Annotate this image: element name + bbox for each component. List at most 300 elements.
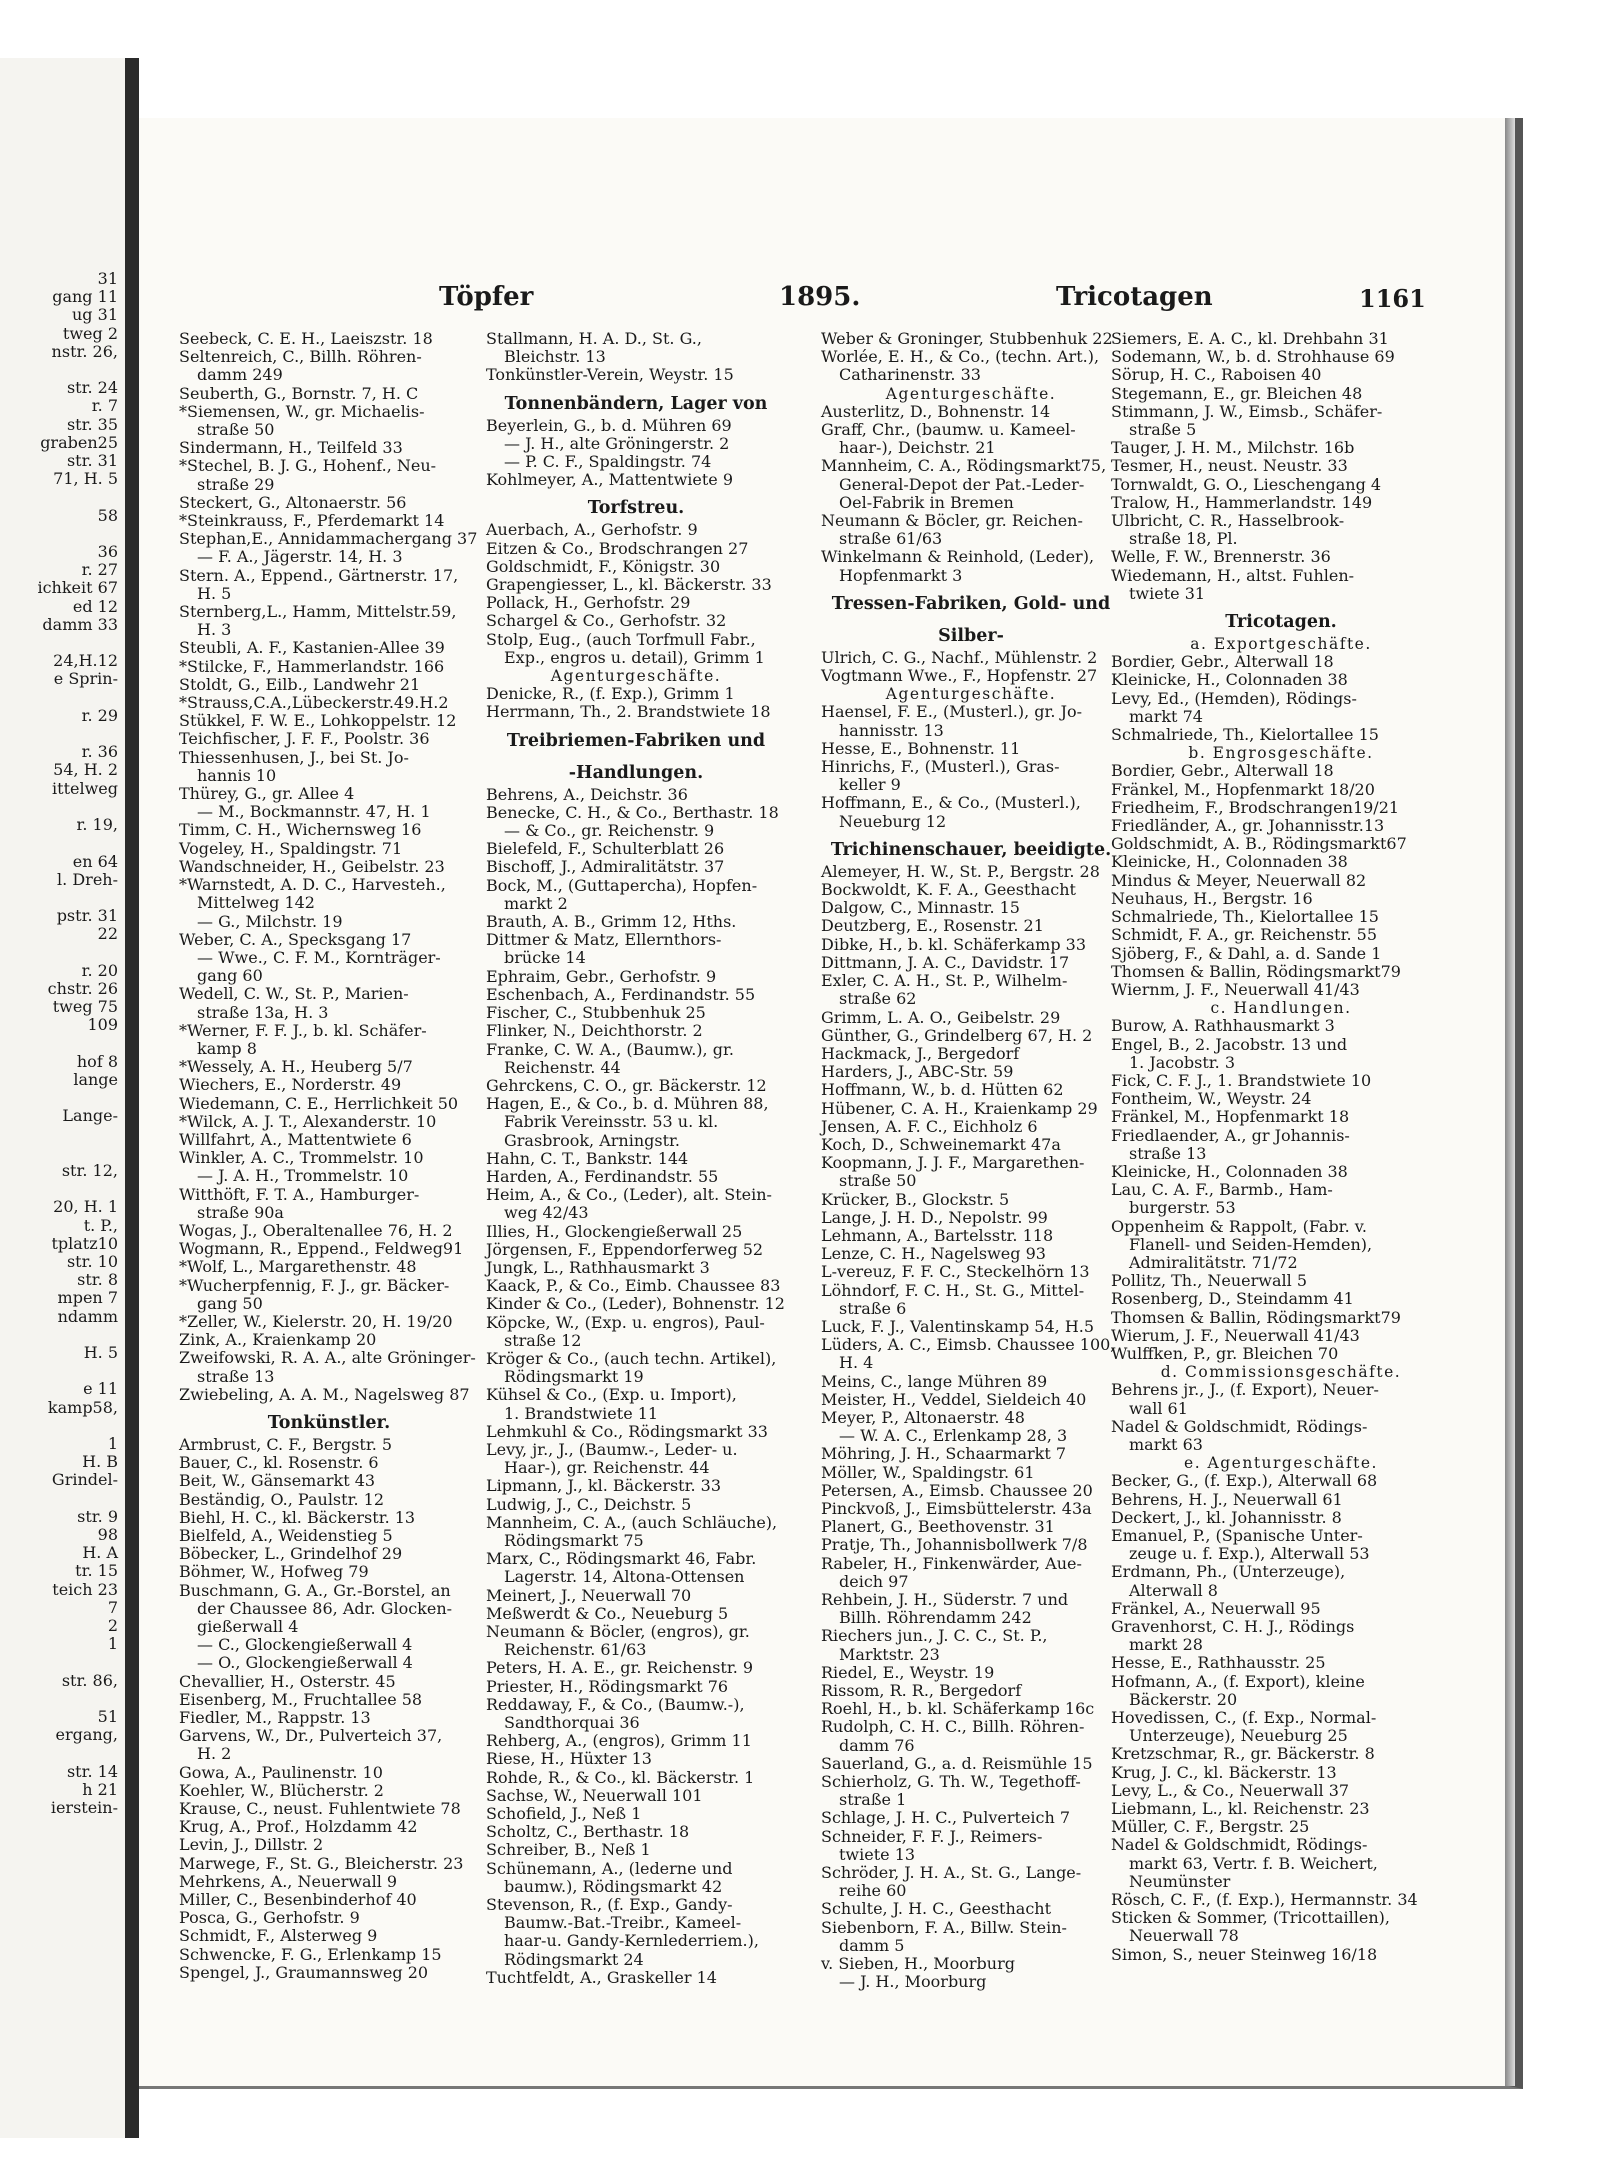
directory-entry: Rosenberg, D., Steindamm 41 bbox=[1111, 1289, 1354, 1309]
fragment-line: gang 11 bbox=[52, 287, 118, 307]
directory-entry: Zweifowski, R. A. A., alte Gröninger- bbox=[179, 1348, 476, 1368]
directory-entry: Tauger, J. H. M., Milchstr. 16b bbox=[1111, 438, 1355, 458]
directory-entry: Sticken & Sommer, (Tricottaillen), bbox=[1111, 1908, 1390, 1928]
directory-entry: Hackmack, J., Bergedorf bbox=[821, 1043, 1020, 1063]
directory-entry: Lenze, C. H., Nagelsweg 93 bbox=[821, 1244, 1046, 1264]
fragment-line: 22 bbox=[97, 924, 118, 944]
fragment-line: r. 36 bbox=[81, 742, 118, 762]
directory-entry: Harden, A., Ferdinandstr. 55 bbox=[486, 1166, 719, 1186]
directory-entry: Pollitz, Th., Neuerwall 5 bbox=[1111, 1271, 1307, 1291]
directory-entry: Schreiber, B., Neß 1 bbox=[486, 1840, 651, 1860]
directory-entry: Eisenberg, M., Fruchtallee 58 bbox=[179, 1689, 423, 1709]
directory-entry: Bischoff, J., Admiralitätstr. 37 bbox=[486, 857, 725, 877]
entry-continuation: Hopfenmarkt 3 bbox=[839, 565, 963, 585]
directory-entry: Franke, C. W. A., (Baumw.), gr. bbox=[486, 1039, 734, 1059]
entry-continuation: straße 13 bbox=[1129, 1143, 1207, 1163]
entry-continuation: markt 63 bbox=[1129, 1434, 1203, 1454]
fragment-line: graben25 bbox=[40, 432, 118, 452]
entry-continuation: — F. A., Jägerstr. 14, H. 3 bbox=[197, 547, 403, 567]
entry-continuation: straße 18, Pl. bbox=[1129, 529, 1238, 549]
entry-continuation: hannis 10 bbox=[197, 765, 277, 785]
entry-continuation: H. 4 bbox=[839, 1353, 874, 1373]
entry-continuation: gießerwall 4 bbox=[197, 1617, 299, 1637]
directory-entry: L-vereuz, F. F. C., Steckelhörn 13 bbox=[821, 1262, 1090, 1282]
entry-continuation: gang 60 bbox=[197, 966, 263, 986]
fragment-line: kamp58, bbox=[47, 1397, 118, 1417]
directory-entry: Krücker, B., Glockstr. 5 bbox=[821, 1189, 1010, 1209]
entry-continuation: wall 61 bbox=[1129, 1398, 1188, 1418]
fragment-line: ergang, bbox=[55, 1725, 118, 1745]
entry-continuation: Catharinenstr. 33 bbox=[839, 365, 981, 385]
entry-continuation: hannisstr. 13 bbox=[839, 720, 944, 740]
directory-entry: Winkelmann & Reinhold, (Leder), bbox=[821, 547, 1095, 567]
fragment-line: 31 bbox=[97, 270, 118, 288]
directory-entry: Meins, C., lange Mühren 89 bbox=[821, 1371, 1048, 1391]
fragment-line: str. 14 bbox=[66, 1761, 118, 1781]
fragment-line: lange bbox=[73, 1069, 118, 1089]
fragment-line: ittelweg bbox=[52, 778, 118, 798]
directory-entry: Wulffken, P., gr. Bleichen 70 bbox=[1111, 1343, 1339, 1363]
fragment-line bbox=[0, 725, 118, 743]
fragment-line: 54, H. 2 bbox=[53, 760, 118, 780]
directory-entry: Hofmann, A., (f. Export), kleine bbox=[1111, 1671, 1365, 1691]
directory-entry: Witthöft, F. T. A., Hamburger- bbox=[179, 1184, 420, 1204]
fragment-line: 109 bbox=[87, 1015, 118, 1035]
entry-continuation: straße 1 bbox=[839, 1790, 907, 1810]
fragment-line: e 11 bbox=[83, 1379, 118, 1399]
directory-entry: Böbecker, L., Grindelhof 29 bbox=[179, 1544, 403, 1564]
running-head bbox=[139, 282, 1509, 322]
fragment-line: hof 8 bbox=[76, 1051, 118, 1071]
directory-entry: Zink, A., Kraienkamp 20 bbox=[179, 1330, 377, 1350]
directory-entry: Hübener, C. A. H., Kraienkamp 29 bbox=[821, 1098, 1098, 1118]
fragment-line bbox=[0, 834, 118, 852]
directory-entry: Kleinicke, H., Colonnaden 38 bbox=[1111, 670, 1348, 690]
entry-continuation: twiete 31 bbox=[1129, 583, 1206, 603]
directory-entry: *Stilcke, F., Hammerlandstr. 166 bbox=[179, 656, 445, 676]
directory-entry: Exler, C. A. H., St. P., Wilhelm- bbox=[821, 971, 1068, 991]
directory-entry: Austerlitz, D., Bohnenstr. 14 bbox=[821, 401, 1051, 421]
directory-entry: Behrens, H. J., Neuerwall 61 bbox=[1111, 1489, 1343, 1509]
fragment-line bbox=[0, 1035, 118, 1053]
entry-continuation: markt 74 bbox=[1129, 706, 1203, 726]
section-heading: Tricotagen. bbox=[1225, 612, 1337, 633]
subsection-label: a. Exportgeschäfte. bbox=[1190, 635, 1372, 654]
fragment-line: tweg 2 bbox=[62, 323, 118, 343]
directory-entry: Levy, jr., J., (Baumw.-, Leder- u. bbox=[486, 1439, 738, 1459]
entry-continuation: weg 42/43 bbox=[504, 1203, 589, 1223]
entry-continuation: H. 3 bbox=[197, 620, 232, 640]
fragment-line bbox=[0, 525, 118, 543]
directory-entry: Schmidt, F., Alsterweg 9 bbox=[179, 1926, 378, 1946]
fragment-line: 71, H. 5 bbox=[53, 469, 118, 489]
fragment-line bbox=[0, 1417, 118, 1435]
fragment-line: str. 12, bbox=[61, 1160, 118, 1180]
directory-entry: *Strauss,C.A.,Lübeckerstr.49.H.2 bbox=[179, 693, 449, 713]
entry-continuation: Neueburg 12 bbox=[839, 811, 947, 831]
directory-entry: Auerbach, A., Gerhofstr. 9 bbox=[486, 520, 698, 540]
directory-entry: Schmalriede, Th., Kielortallee 15 bbox=[1111, 725, 1379, 745]
entry-continuation: Bleichstr. 13 bbox=[504, 347, 606, 367]
entry-continuation: damm 76 bbox=[839, 1735, 915, 1755]
directory-entry: Flinker, N., Deichthorstr. 2 bbox=[486, 1021, 703, 1041]
entry-continuation: — W. A. C., Erlenkamp 28, 3 bbox=[839, 1426, 1068, 1446]
fragment-line bbox=[0, 1744, 118, 1762]
directory-entry: Sodemann, W., b. d. Strohhause 69 bbox=[1111, 347, 1395, 367]
directory-entry: Siemers, E. A. C., kl. Drehbahn 31 bbox=[1111, 329, 1389, 348]
section-heading: Tressen-Fabriken, Gold- und bbox=[831, 593, 1111, 614]
directory-entry: Koehler, W., Blücherstr. 2 bbox=[179, 1780, 384, 1800]
fragment-line: ndamm bbox=[57, 1306, 118, 1326]
directory-entry: Kaack, P., & Co., Eimb. Chaussee 83 bbox=[486, 1276, 781, 1296]
directory-entry: Haensel, F. E., (Musterl.), gr. Jo- bbox=[821, 702, 1083, 722]
directory-entry: Lange, J. H. D., Nepolstr. 99 bbox=[821, 1207, 1048, 1227]
fragment-line: str. 24 bbox=[66, 378, 118, 398]
entry-continuation: H. 5 bbox=[197, 583, 232, 603]
directory-entry: Schneider, F. F. J., Reimers- bbox=[821, 1826, 1043, 1846]
directory-entry: Levin, J., Dillstr. 2 bbox=[179, 1835, 324, 1855]
directory-entry: Becker, G., (f. Exp.), Alterwall 68 bbox=[1111, 1471, 1378, 1491]
fragment-line bbox=[0, 944, 118, 962]
entry-continuation: — J. H., Moorburg bbox=[839, 1972, 987, 1992]
directory-entry: Wiernm, J. F., Neuerwall 41/43 bbox=[1111, 979, 1360, 999]
directory-entry: Weber, C. A., Specksgang 17 bbox=[179, 929, 412, 949]
entry-continuation: — J. H., alte Gröningerstr. 2 bbox=[504, 433, 730, 453]
directory-entry: *Wessely, A. H., Heuberg 5/7 bbox=[179, 1057, 413, 1077]
fragment-line bbox=[0, 1126, 118, 1144]
entry-continuation: Unterzeuge), Neueburg 25 bbox=[1129, 1726, 1348, 1746]
directory-entry: Sörup, H. C., Raboisen 40 bbox=[1111, 365, 1322, 385]
directory-entry: Hoffmann, W., b. d. Hütten 62 bbox=[821, 1080, 1064, 1100]
entry-continuation: Reichenstr. 44 bbox=[504, 1057, 621, 1077]
directory-entry: Biehl, H. C., kl. Bäckerstr. 13 bbox=[179, 1507, 416, 1527]
directory-entry: Lehmkuhl & Co., Rödingsmarkt 33 bbox=[486, 1421, 768, 1441]
directory-entry: Rehberg, A., (engros), Grimm 11 bbox=[486, 1731, 752, 1751]
directory-entry: Hesse, E., Rathhausstr. 25 bbox=[1111, 1653, 1326, 1673]
entry-continuation: Neuerwall 78 bbox=[1129, 1926, 1239, 1946]
header-year: 1895. bbox=[779, 282, 861, 312]
directory-entry: Krause, C., neust. Fuhlentwiete 78 bbox=[179, 1799, 461, 1819]
fragment-line bbox=[0, 889, 118, 907]
fragment-line bbox=[0, 1326, 118, 1344]
entry-continuation: brücke 14 bbox=[504, 948, 586, 968]
section-heading: Treibriemen-Fabriken und bbox=[506, 730, 766, 751]
directory-entry: Riechers jun., J. C. C., St. P., bbox=[821, 1626, 1048, 1646]
directory-entry: Simon, S., neuer Steinweg 16/18 bbox=[1111, 1944, 1378, 1964]
directory-entry: Stolp, Eug., (auch Torfmull Fabr., bbox=[486, 629, 756, 649]
directory-entry: Sjöberg, F., & Dahl, a. d. Sande 1 bbox=[1111, 943, 1382, 963]
directory-entry: Müller, C. F., Bergstr. 25 bbox=[1111, 1817, 1310, 1837]
subsection-label: c. Handlungen. bbox=[1210, 999, 1352, 1018]
fragment-line: 36 bbox=[97, 542, 118, 562]
header-left-keyword: Töpfer bbox=[439, 282, 534, 312]
entry-continuation: straße 6 bbox=[839, 1298, 907, 1318]
directory-entry: Ulrich, C. G., Nachf., Mühlenstr. 2 bbox=[821, 647, 1098, 667]
directory-entry: Bordier, Gebr., Alterwall 18 bbox=[1111, 761, 1334, 781]
directory-entry: Goldschmidt, A. B., Rödingsmarkt67 bbox=[1111, 834, 1407, 854]
directory-entry: Hahn, C. T., Bankstr. 144 bbox=[486, 1148, 689, 1168]
directory-entry: *Wilck, A. J. T., Alexanderstr. 10 bbox=[179, 1111, 437, 1131]
column-4 bbox=[1111, 330, 1451, 1964]
directory-entry: Mannheim, C. A., (auch Schläuche), bbox=[486, 1512, 778, 1532]
directory-entry: Schlage, J. H. C., Pulverteich 7 bbox=[821, 1808, 1071, 1828]
directory-entry: Ephraim, Gebr., Gerhofstr. 9 bbox=[486, 966, 717, 986]
directory-entry: Kröger & Co., (auch techn. Artikel), bbox=[486, 1348, 777, 1368]
fragment-line: chstr. 26 bbox=[47, 978, 118, 998]
directory-entry: Gravenhorst, C. H. J., Rödings bbox=[1111, 1617, 1355, 1637]
directory-entry: *Zeller, W., Kielerstr. 20, H. 19/20 bbox=[179, 1311, 453, 1331]
page-edge-shadow bbox=[1505, 118, 1515, 2086]
entry-continuation: straße 50 bbox=[197, 420, 275, 440]
entry-continuation: — P. C. F., Spaldingstr. 74 bbox=[504, 452, 712, 472]
fragment-line bbox=[0, 798, 118, 816]
directory-entry: Dittmer & Matz, Ellernthors- bbox=[486, 930, 722, 950]
fragment-line: h 21 bbox=[82, 1779, 118, 1799]
directory-entry: *Wolf, L., Margarethenstr. 48 bbox=[179, 1257, 417, 1277]
directory-entry: Roehl, H., b. kl. Schäferkamp 16c bbox=[821, 1699, 1095, 1719]
subsection-label: d. Commissionsgeschäfte. bbox=[1160, 1363, 1402, 1382]
directory-entry: Lipmann, J., kl. Bäckerstr. 33 bbox=[486, 1476, 722, 1496]
fragment-line: 98 bbox=[97, 1525, 118, 1545]
directory-entry: Engel, B., 2. Jacobstr. 13 und bbox=[1111, 1034, 1348, 1054]
directory-entry: Timm, C. H., Wichernsweg 16 bbox=[179, 820, 422, 840]
directory-entry: Tonkünstler-Verein, Weystr. 15 bbox=[486, 365, 734, 385]
directory-entry: Tuchtfeldt, A., Graskeller 14 bbox=[486, 1967, 717, 1987]
entry-continuation: Alterwall 8 bbox=[1129, 1580, 1218, 1600]
fragment-line bbox=[0, 634, 118, 652]
directory-entry: Böhmer, W., Hofweg 79 bbox=[179, 1562, 369, 1582]
directory-entry: Schierholz, G. Th. W., Tegethoff- bbox=[821, 1772, 1081, 1792]
directory-entry: Meister, H., Veddel, Sieldeich 40 bbox=[821, 1389, 1087, 1409]
entry-continuation: reihe 60 bbox=[839, 1881, 907, 1901]
directory-entry: Sauerland, G., a. d. Reismühle 15 bbox=[821, 1753, 1093, 1773]
directory-entry: Lau, C. A. F., Barmb., Ham- bbox=[1111, 1180, 1333, 1200]
entry-continuation: Lagerstr. 14, Altona-Ottensen bbox=[504, 1567, 745, 1587]
directory-entry: Stimmann, J. W., Eimsb., Schäfer- bbox=[1111, 401, 1383, 421]
directory-entry: Spengel, J., Graumannsweg 20 bbox=[179, 1962, 429, 1982]
directory-entry: Emanuel, P., (Spanische Unter- bbox=[1111, 1526, 1363, 1545]
directory-entry: Bauer, C., kl. Rosenstr. 6 bbox=[179, 1453, 379, 1473]
directory-entry: Bockwoldt, K. F. A., Geesthacht bbox=[821, 880, 1076, 900]
fragment-line: 2 bbox=[107, 1616, 118, 1636]
directory-entry: Mannheim, C. A., Rödingsmarkt75, bbox=[821, 456, 1107, 476]
entry-continuation: haar-u. Gandy-Kernlederriem.), bbox=[504, 1931, 759, 1951]
entry-continuation: keller 9 bbox=[839, 775, 901, 795]
directory-entry: Buschmann, G. A., Gr.-Borstel, an bbox=[179, 1580, 451, 1600]
fragment-line: r. 19, bbox=[76, 815, 118, 835]
section-heading: Tonkünstler. bbox=[267, 1412, 391, 1433]
entry-continuation: 1. Jacobstr. 3 bbox=[1129, 1052, 1236, 1072]
subsection-label: Agenturgeschäfte. bbox=[550, 667, 722, 686]
directory-entry: Schofield, J., Neß 1 bbox=[486, 1804, 642, 1824]
fragment-line bbox=[0, 361, 118, 379]
directory-entry: Dalgow, C., Minnastr. 15 bbox=[821, 898, 1020, 918]
directory-entry: Sindermann, H., Teilfeld 33 bbox=[179, 438, 403, 458]
fragment-line: str. 9 bbox=[77, 1506, 118, 1526]
directory-entry: Levy, L., & Co., Neuerwall 37 bbox=[1111, 1780, 1350, 1800]
directory-entry: Lehmann, A., Bartelsstr. 118 bbox=[821, 1225, 1054, 1245]
directory-entry: Deckert, J., kl. Johannisstr. 8 bbox=[1111, 1507, 1342, 1527]
directory-entry: Marx, C., Rödingsmarkt 46, Fabr. bbox=[486, 1549, 757, 1569]
entry-continuation: twiete 13 bbox=[839, 1844, 916, 1864]
directory-entry: *Werner, F. F. J., b. kl. Schäfer- bbox=[179, 1020, 427, 1040]
directory-entry: Rudolph, C. H. C., Billh. Röhren- bbox=[821, 1717, 1085, 1737]
entry-continuation: Reichenstr. 61/63 bbox=[504, 1640, 647, 1660]
directory-entry: Beyerlein, G., b. d. Mühren 69 bbox=[486, 415, 732, 435]
entry-continuation: gang 50 bbox=[197, 1293, 263, 1313]
directory-entry: Grimm, L. A. O., Geibelstr. 29 bbox=[821, 1007, 1061, 1027]
directory-entry: Schmalriede, Th., Kielortallee 15 bbox=[1111, 907, 1379, 927]
entry-continuation: burgerstr. 53 bbox=[1129, 1198, 1236, 1218]
directory-entry: Pratje, Th., Johannisbollwerk 7/8 bbox=[821, 1535, 1088, 1555]
directory-entry: Günther, G., Grindelberg 67, H. 2 bbox=[821, 1025, 1093, 1045]
entry-continuation: zeuge u. f. Exp.), Alterwall 53 bbox=[1129, 1544, 1370, 1564]
directory-entry: Nadel & Goldschmidt, Rödings- bbox=[1111, 1835, 1368, 1855]
directory-entry: Luck, F. J., Valentinskamp 54, H.5 bbox=[821, 1316, 1095, 1336]
fragment-line bbox=[0, 1089, 118, 1107]
directory-entry: Fick, C. F. J., 1. Brandstwiete 10 bbox=[1111, 1070, 1372, 1090]
fragment-line bbox=[0, 1690, 118, 1708]
entry-continuation: markt 28 bbox=[1129, 1635, 1203, 1655]
directory-entry: Hagen, E., & Co., b. d. Mühren 88, bbox=[486, 1094, 769, 1114]
directory-entry: Thiessenhusen, J., bei St. Jo- bbox=[179, 747, 409, 767]
fragment-line: 1 bbox=[107, 1634, 118, 1654]
entry-continuation: Oel-Fabrik in Bremen bbox=[839, 492, 1014, 512]
directory-entry: Burow, A. Rathhausmarkt 3 bbox=[1111, 1016, 1335, 1036]
directory-entry: Fontheim, W., Weystr. 24 bbox=[1111, 1089, 1312, 1109]
book-binding bbox=[125, 58, 139, 2138]
directory-entry: Beit, W., Gänsemarkt 43 bbox=[179, 1471, 376, 1491]
directory-entry: Behrens, A., Deichstr. 36 bbox=[486, 784, 688, 804]
directory-entry: Jensen, A. F. C., Eichholz 6 bbox=[821, 1116, 1038, 1136]
directory-entry: Stern. A., Eppend., Gärtnerstr. 17, bbox=[179, 565, 459, 585]
directory-entry: Eitzen & Co., Brodschrangen 27 bbox=[486, 538, 749, 558]
directory-entry: Tralow, H., Hammerlandstr. 149 bbox=[1111, 492, 1373, 512]
fragment-line: H. A bbox=[82, 1543, 118, 1563]
directory-entry: Stephan,E., Annidammachergang 37 bbox=[179, 529, 478, 549]
directory-entry: Thomsen & Ballin, Rödingsmarkt79 bbox=[1111, 1307, 1401, 1327]
directory-entry: Garvens, W., Dr., Pulverteich 37, bbox=[179, 1726, 443, 1746]
fragment-line bbox=[0, 1490, 118, 1508]
directory-entry: Steckert, G., Altonaerstr. 56 bbox=[179, 492, 407, 512]
directory-entry: Worlée, E. H., & Co., (techn. Art.), bbox=[821, 347, 1100, 367]
entry-continuation: straße 29 bbox=[197, 474, 275, 494]
directory-entry: Mindus & Meyer, Neuerwall 82 bbox=[1111, 870, 1367, 890]
directory-entry: Hesse, E., Bohnenstr. 11 bbox=[821, 738, 1021, 758]
directory-entry: Thürey, G., gr. Allee 4 bbox=[179, 784, 355, 804]
entry-continuation: deich 97 bbox=[839, 1571, 909, 1591]
fragment-line: r. 29 bbox=[81, 705, 118, 725]
section-heading: Trichinenschauer, beeidigte. bbox=[830, 839, 1112, 860]
fragment-line: 51 bbox=[97, 1707, 118, 1727]
directory-entry: Kühsel & Co., (Exp. u. Import), bbox=[486, 1385, 737, 1405]
entry-continuation: Baumw.-Bat.-Treibr., Kameel- bbox=[504, 1913, 742, 1933]
directory-page bbox=[139, 118, 1523, 2089]
previous-page-fragments bbox=[0, 270, 125, 1817]
fragment-line: e Sprin- bbox=[53, 669, 118, 689]
directory-entry: Wiedemann, H., altst. Fuhlen- bbox=[1111, 565, 1355, 585]
entry-continuation: — J. A. H., Trommelstr. 10 bbox=[197, 1166, 409, 1186]
directory-entry: Denicke, R., (f. Exp.), Grimm 1 bbox=[486, 684, 735, 704]
directory-entry: Schwencke, F. G., Erlenkamp 15 bbox=[179, 1944, 442, 1964]
directory-entry: Stallmann, H. A. D., St. G., bbox=[486, 329, 702, 348]
directory-entry: Möhring, J. H., Schaarmarkt 7 bbox=[821, 1444, 1067, 1464]
directory-entry: Meinert, J., Neuerwall 70 bbox=[486, 1585, 692, 1605]
directory-entry: Priester, H., Rödingsmarkt 76 bbox=[486, 1676, 729, 1696]
directory-entry: Bordier, Gebr., Alterwall 18 bbox=[1111, 652, 1334, 672]
directory-entry: Vogeley, H., Spaldingstr. 71 bbox=[179, 838, 403, 858]
entry-continuation: damm 5 bbox=[839, 1935, 905, 1955]
entry-continuation: kamp 8 bbox=[197, 1038, 257, 1058]
entry-continuation: Neumünster bbox=[1129, 1871, 1231, 1891]
fragment-line bbox=[0, 488, 118, 506]
entry-continuation: haar-), Deichstr. 21 bbox=[839, 438, 996, 458]
entry-continuation: Flanell- und Seiden-Hemden), bbox=[1129, 1234, 1373, 1254]
directory-entry: Marwege, F., St. G., Bleicherstr. 23 bbox=[179, 1853, 464, 1873]
entry-continuation: Exp., engros u. detail), Grimm 1 bbox=[504, 647, 765, 667]
entry-continuation: — & Co., gr. Reichenstr. 9 bbox=[504, 821, 715, 841]
column-3 bbox=[821, 330, 1121, 1991]
fragment-line bbox=[0, 689, 118, 707]
directory-entry: Riedel, E., Weystr. 19 bbox=[821, 1662, 995, 1682]
fragment-line bbox=[0, 1362, 118, 1380]
directory-entry: Alemeyer, H. W., St. P., Bergstr. 28 bbox=[821, 861, 1100, 881]
directory-entry: Pollack, H., Gerhofstr. 29 bbox=[486, 593, 691, 613]
directory-entry: Illies, H., Glockengießerwall 25 bbox=[486, 1221, 743, 1241]
directory-entry: Reddaway, F., & Co., (Baumw.-), bbox=[486, 1694, 745, 1714]
fragment-line: t. P., bbox=[83, 1215, 118, 1235]
fragment-line: str. 35 bbox=[66, 414, 118, 434]
directory-entry: Graff, Chr., (baumw. u. Kameel- bbox=[821, 420, 1076, 440]
directory-entry: Tesmer, H., neust. Neustr. 33 bbox=[1111, 456, 1348, 476]
entry-continuation: Marktstr. 23 bbox=[839, 1644, 940, 1664]
entry-continuation: straße 61/63 bbox=[839, 529, 943, 549]
directory-entry: Friedlaender, A., gr Johannis- bbox=[1111, 1125, 1350, 1145]
directory-entry: Mehrkens, A., Neuerwall 9 bbox=[179, 1871, 398, 1891]
directory-entry: Wiedemann, C. E., Herrlichkeit 50 bbox=[179, 1093, 459, 1113]
fragment-line: ug 31 bbox=[72, 305, 118, 325]
section-heading: Silber- bbox=[938, 625, 1004, 646]
directory-entry: Eschenbach, A., Ferdinandstr. 55 bbox=[486, 984, 756, 1004]
directory-entry: Hovedissen, C., (f. Exp., Normal- bbox=[1111, 1708, 1377, 1728]
subsection-label: Agenturgeschäfte. bbox=[885, 685, 1057, 704]
entry-continuation: Rödingsmarkt 24 bbox=[504, 1949, 644, 1969]
directory-entry: Wedell, C. W., St. P., Marien- bbox=[179, 984, 409, 1004]
entry-continuation: Rödingsmarkt 75 bbox=[504, 1530, 644, 1550]
directory-entry: Benecke, C. H., & Co., Berthastr. 18 bbox=[486, 802, 779, 822]
entry-continuation: Fabrik Vereinsstr. 53 u. kl. bbox=[504, 1112, 719, 1132]
directory-entry: Nadel & Goldschmidt, Rödings- bbox=[1111, 1416, 1368, 1436]
directory-entry: v. Sieben, H., Moorburg bbox=[821, 1954, 1015, 1974]
entry-continuation: Rödingsmarkt 19 bbox=[504, 1367, 644, 1387]
directory-entry: Neumann & Böcler, (engros), gr. bbox=[486, 1622, 750, 1641]
directory-entry: Hinrichs, F., (Musterl.), Gras- bbox=[821, 757, 1060, 777]
subsection-label: e. Agenturgeschäfte. bbox=[1184, 1454, 1378, 1473]
fragment-line bbox=[0, 1653, 118, 1671]
directory-entry: Löhndorf, F. C. H., St. G., Mittel- bbox=[821, 1280, 1085, 1300]
directory-entry: Neuhaus, H., Bergstr. 16 bbox=[1111, 888, 1313, 908]
directory-entry: Welle, F. W., Brennerstr. 36 bbox=[1111, 547, 1331, 567]
fragment-line bbox=[0, 1180, 118, 1198]
entry-continuation: General-Depot der Pat.-Leder- bbox=[839, 474, 1085, 494]
directory-entry: Wogmann, R., Eppend., Feldweg91 bbox=[179, 1239, 464, 1259]
entry-continuation: 1. Brandstwiete 11 bbox=[504, 1403, 659, 1423]
directory-entry: Fischer, C., Stubbenhuk 25 bbox=[486, 1003, 706, 1023]
directory-entry: Kretzschmar, R., gr. Bäckerstr. 8 bbox=[1111, 1744, 1375, 1764]
previous-page-edge bbox=[0, 58, 131, 2138]
entry-continuation: der Chaussee 86, Adr. Glocken- bbox=[197, 1598, 453, 1618]
fragment-line: tweg 75 bbox=[52, 997, 118, 1017]
